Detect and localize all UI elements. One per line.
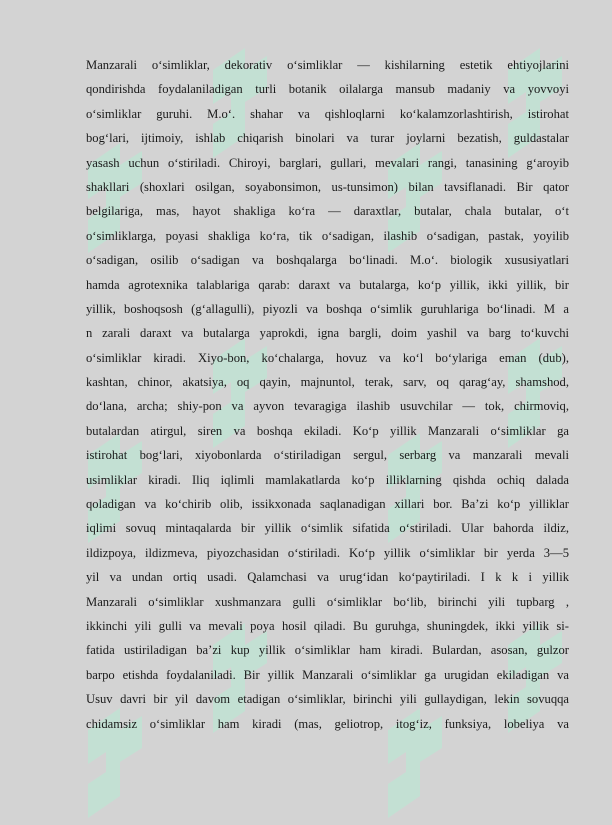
text-line: chidamsiz o‘simliklar ham kiradi (mas, geliotrop, itog‘iz, funksiya, lobeliya va bbox=[86, 716, 569, 731]
text-line: hamda agrotexnika talablariga qarab: daraxt va butalarga, ko‘p yillik, ikki yillik, bir bbox=[86, 277, 569, 292]
text-line: Manzarali o‘simliklar xushmanzara gulli o‘simliklar bo‘lib, birinchi yili tupbarg , bbox=[86, 594, 569, 609]
text-line: yasash uchun o‘stiriladi. Chiroyi, barglari, gullari, mevalari rangi, tanasining g‘aroyib bbox=[86, 155, 569, 170]
text-line: barpo etishda foydalaniladi. Bir yillik Manzarali o‘simliklar ga urugidan ekiladigan va bbox=[86, 667, 569, 682]
text-line: iqlimi sovuq mintaqalarda bir yillik o‘simlik sifatida o‘stiriladi. Ular bahorda ildiz, bbox=[86, 521, 569, 536]
paragraph bbox=[86, 53, 569, 736]
text-line: butalardan atirgul, siren va boshqa ekiladi. Ko‘p yillik Manzarali o‘simliklar ga bbox=[86, 423, 569, 438]
text-line: fatida ustiriladigan ba’zi kup yillik o‘simliklar ham kiradi. Bulardan, asosan, gulzor bbox=[86, 643, 569, 658]
text-line: belgilariga, mas, hayot shakliga ko‘ra — daraxtlar, butalar, chala butalar, o‘t bbox=[86, 204, 569, 219]
text-line: kashtan, chinor, akatsiya, oq qayin, majnuntol, terak, sarv, oq qarag‘ay, shamshod, bbox=[86, 375, 569, 390]
text-line: istirohat bog‘lari, xiyobonlarda o‘stiriladigan sergul, serbarg va manzarali mevali bbox=[86, 448, 569, 463]
text-line: ikkinchi yili gulli va mevali poya hosil qiladi. Bu guruhga, shuningdek, ikki yillik si- bbox=[86, 618, 569, 633]
text-line: n zarali daraxt va butalarga yaprokdi, igna bargli, doim yashil va barg to‘kuvchi bbox=[86, 326, 569, 341]
text-line: o‘simliklar guruhi. M.o‘. shahar va qishloqlarni ko‘kalamzorlashtirish, istirohat bbox=[86, 106, 569, 121]
text-line: bog‘lari, ijtimoiy, ishlab chiqarish binolari va turar joylarni bezatish, guldastalar bbox=[86, 131, 569, 146]
text-line: shakllari (shoxlari osilgan, soyabonsimon, us-tunsimon) bilan tavsiflanadi. Bir qator bbox=[86, 179, 569, 194]
text-line: o‘sadigan, osilib o‘sadigan va boshqalarga bo‘linadi. M.o‘. biologik xususiyatlari bbox=[86, 253, 569, 268]
text-line: o‘simliklarga, poyasi shakliga ko‘ra, tik o‘sadigan, ilashib o‘sadigan, pastak, yoyilib bbox=[86, 228, 569, 243]
text-line: Manzarali o‘simliklar, dekorativ o‘simliklar — kishilarning estetik ehtiyojlarini bbox=[86, 58, 569, 72]
document-body bbox=[86, 53, 569, 736]
text-line: o‘simliklar kiradi. Xiyo-bon, ko‘chalarga, hovuz va ko‘l bo‘ylariga eman (dub), bbox=[86, 350, 569, 365]
text-line: do‘lana, archa; shiy-pon va ayvon tevaragiga ilashib usuvchilar — tok, chirmoviq, bbox=[86, 399, 569, 414]
text-line: qoladigan va ko‘chirib olib, issikxonada saqlanadigan xillari bor. Ba’zi ko‘p yilliklar bbox=[86, 497, 569, 512]
text-line: ildizpoya, ildizmeva, piyozchasidan o‘stiriladi. Ko‘p yillik o‘simliklar bir yerda 3—5 bbox=[86, 545, 569, 560]
text-line: usimliklar kiradi. Iliq iqlimli mamlakatlarda ko‘p illiklarning qishda ochiq dalada bbox=[86, 472, 569, 487]
text-line: yillik, boshoqsosh (g‘allagulli), piyozli va boshqa o‘simlik guruhlariga bo‘linadi. M a bbox=[86, 301, 569, 316]
text-line: yil va undan ortiq usadi. Qalamchasi va urug‘idan ko‘paytiriladi. I k k i yillik bbox=[86, 570, 569, 585]
text-line: Usuv davri bir yil davom etadigan o‘simliklar, birinchi yili gullaydigan, lekin sovuqqa bbox=[86, 692, 569, 707]
text-line: qondirishda foydalaniladigan turli botanik oilalarga mansub madaniy va yovvoyi bbox=[86, 82, 569, 97]
